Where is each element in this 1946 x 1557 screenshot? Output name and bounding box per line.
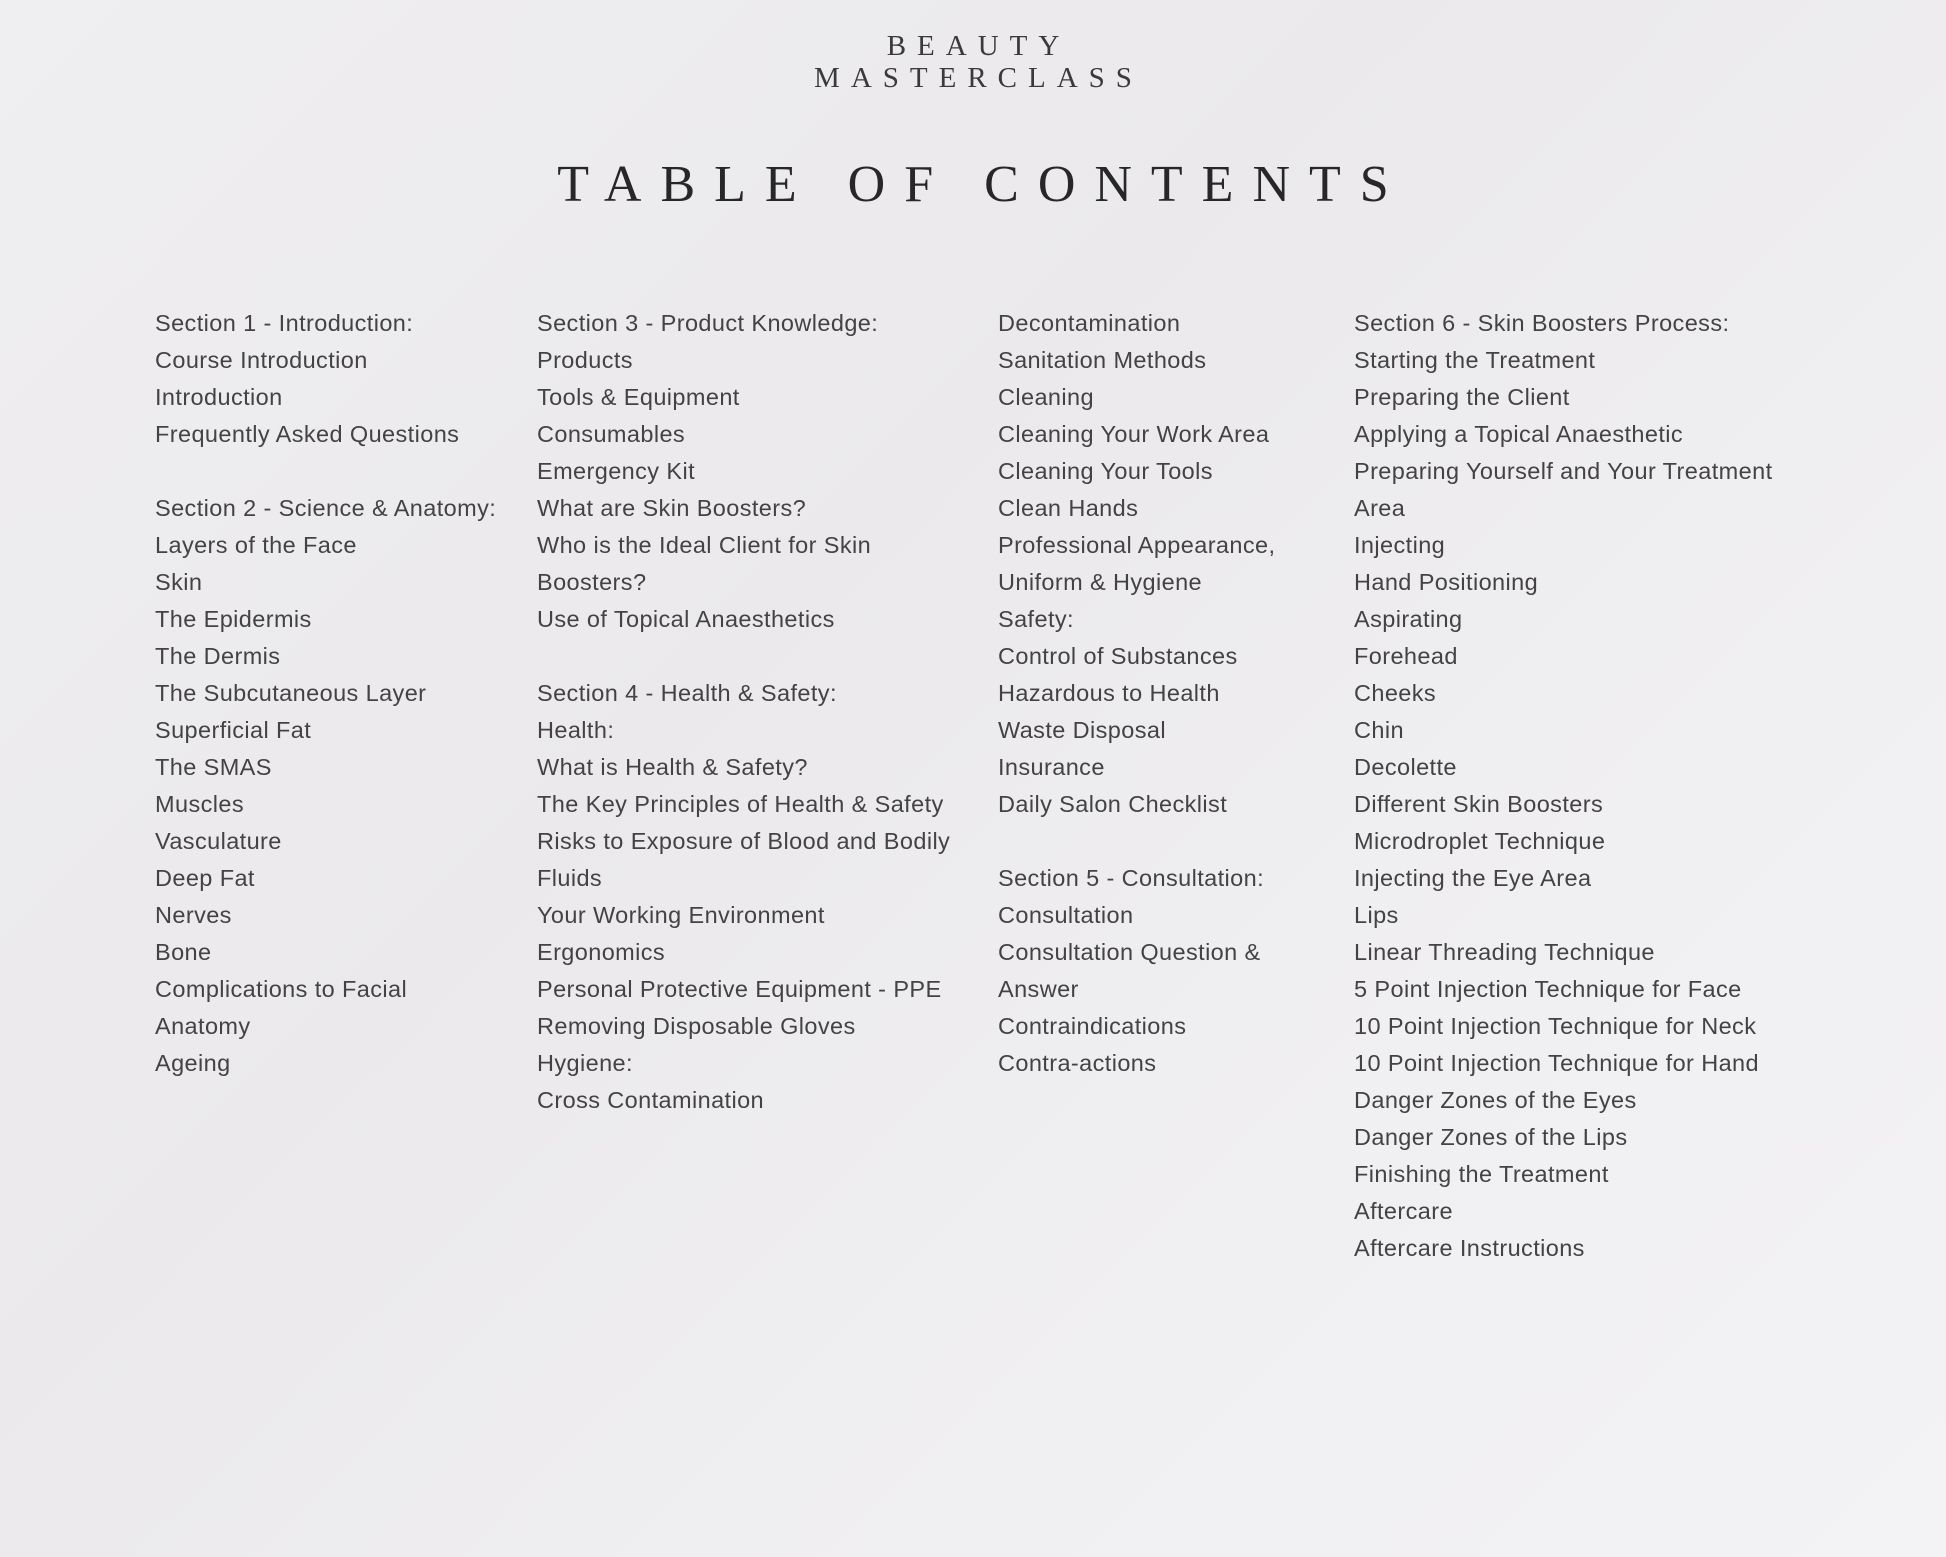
toc-entry: Tools & Equipment (537, 384, 740, 410)
toc-entry: Area (1354, 495, 1406, 521)
toc-entry: Preparing the Client (1354, 384, 1570, 410)
toc-entry: Use of Topical Anaesthetics (537, 606, 835, 632)
toc-entry: Decontamination (998, 310, 1181, 336)
toc-entry: Hand Positioning (1354, 569, 1539, 595)
toc-entry: Health: (537, 717, 615, 743)
toc-entry: Hazardous to Health (998, 680, 1220, 706)
page-title: TABLE OF CONTENTS (557, 156, 1408, 213)
toc-entry: Frequently Asked Questions (155, 421, 460, 447)
toc-entry: Complications to Facial (155, 976, 408, 1002)
toc-entry: Control of Substances (998, 643, 1238, 669)
toc-entry: 10 Point Injection Technique for Hand (1354, 1050, 1759, 1076)
toc-entry: Contra-actions (998, 1050, 1157, 1076)
toc-entry: Vasculature (155, 828, 282, 854)
toc-entry: Superficial Fat (155, 717, 312, 743)
toc-entry: Boosters? (537, 569, 647, 595)
toc-entry: Injecting the Eye Area (1354, 865, 1592, 891)
toc-entry: Personal Protective Equipment - PPE (537, 976, 942, 1002)
toc-section-heading: Section 4 - Health & Safety: (537, 680, 837, 706)
toc-entry: Sanitation Methods (998, 347, 1207, 373)
toc-entry: Applying a Topical Anaesthetic (1354, 421, 1684, 447)
toc-entry: Ageing (155, 1050, 231, 1076)
toc-entry: 5 Point Injection Technique for Face (1354, 976, 1742, 1002)
toc-entry: Aftercare Instructions (1354, 1235, 1585, 1261)
toc-entry: Danger Zones of the Eyes (1354, 1087, 1637, 1113)
toc-entry: Emergency Kit (537, 458, 696, 484)
toc-spacer (155, 453, 496, 490)
toc-entry: Layers of the Face (155, 532, 357, 558)
toc-entry: Lips (1354, 902, 1399, 928)
toc-entry: Introduction (155, 384, 283, 410)
toc-entry: Waste Disposal (998, 717, 1166, 743)
toc-entry: Fluids (537, 865, 603, 891)
toc-entry: Safety: (998, 606, 1074, 632)
toc-entry: Your Working Environment (537, 902, 825, 928)
toc-entry: Professional Appearance, (998, 532, 1276, 558)
toc-entry: Aspirating (1354, 606, 1463, 632)
toc-entry: Cleaning Your Work Area (998, 421, 1270, 447)
toc-entry: Consumables (537, 421, 686, 447)
toc-entry: Daily Salon Checklist (998, 791, 1228, 817)
toc-entry: Ergonomics (537, 939, 666, 965)
brand-line-2: MASTERCLASS (814, 62, 1143, 94)
toc-entry: Danger Zones of the Lips (1354, 1124, 1628, 1150)
toc-entry: Starting the Treatment (1354, 347, 1596, 373)
toc-entry: Insurance (998, 754, 1105, 780)
toc-column-1 (155, 305, 496, 1082)
toc-entry: Removing Disposable Gloves (537, 1013, 856, 1039)
toc-entry: Aftercare (1354, 1198, 1453, 1224)
toc-section-heading: Section 6 - Skin Boosters Process: (1354, 310, 1730, 336)
toc-entry: Anatomy (155, 1013, 251, 1039)
toc-entry: Nerves (155, 902, 232, 928)
toc-entry: What are Skin Boosters? (537, 495, 807, 521)
toc-entry: Contraindications (998, 1013, 1187, 1039)
toc-entry: Muscles (155, 791, 244, 817)
toc-entry: Consultation Question & (998, 939, 1261, 965)
toc-entry: Cross Contamination (537, 1087, 765, 1113)
toc-spacer (998, 823, 1275, 860)
toc-column-4 (1354, 305, 1773, 1267)
brand-logo (0, 30, 1946, 94)
toc-entry: Who is the Ideal Client for Skin (537, 532, 872, 558)
toc-entry: Answer (998, 976, 1079, 1002)
toc-entry: Finishing the Treatment (1354, 1161, 1609, 1187)
toc-entry: Bone (155, 939, 212, 965)
toc-spacer (537, 638, 950, 675)
toc-entry: The Subcutaneous Layer (155, 680, 427, 706)
toc-column-2 (537, 305, 950, 1119)
toc-section-heading: Section 3 - Product Knowledge: (537, 310, 879, 336)
toc-entry: Chin (1354, 717, 1404, 743)
toc-entry: Skin (155, 569, 203, 595)
toc-entry: Uniform & Hygiene (998, 569, 1203, 595)
toc-entry: Risks to Exposure of Blood and Bodily (537, 828, 951, 854)
toc-entry: Products (537, 347, 633, 373)
toc-entry: Course Introduction (155, 347, 368, 373)
toc-entry: Hygiene: (537, 1050, 633, 1076)
toc-entry: Deep Fat (155, 865, 255, 891)
toc-section-heading: Section 5 - Consultation: (998, 865, 1265, 891)
toc-entry: Microdroplet Technique (1354, 828, 1606, 854)
toc-entry: The SMAS (155, 754, 272, 780)
toc-entry: What is Health & Safety? (537, 754, 808, 780)
toc-entry: Decolette (1354, 754, 1457, 780)
toc-entry: The Dermis (155, 643, 281, 669)
toc-entry: 10 Point Injection Technique for Neck (1354, 1013, 1757, 1039)
toc-entry: Preparing Yourself and Your Treatment (1354, 458, 1773, 484)
toc-entry: Different Skin Boosters (1354, 791, 1604, 817)
toc-entry: Injecting (1354, 532, 1446, 558)
brand-line-1: BEAUTY (886, 30, 1071, 62)
toc-entry: Forehead (1354, 643, 1458, 669)
toc-entry: The Epidermis (155, 606, 312, 632)
toc-section-heading: Section 2 - Science & Anatomy: (155, 495, 497, 521)
toc-entry: Clean Hands (998, 495, 1139, 521)
toc-entry: Cleaning Your Tools (998, 458, 1213, 484)
toc-section-heading: Section 1 - Introduction: (155, 310, 414, 336)
toc-entry: Cleaning (998, 384, 1094, 410)
toc-entry: Linear Threading Technique (1354, 939, 1655, 965)
toc-entry: Consultation (998, 902, 1134, 928)
toc-entry: The Key Principles of Health & Safety (537, 791, 944, 817)
toc-entry: Cheeks (1354, 680, 1437, 706)
toc-column-3 (998, 305, 1275, 1082)
